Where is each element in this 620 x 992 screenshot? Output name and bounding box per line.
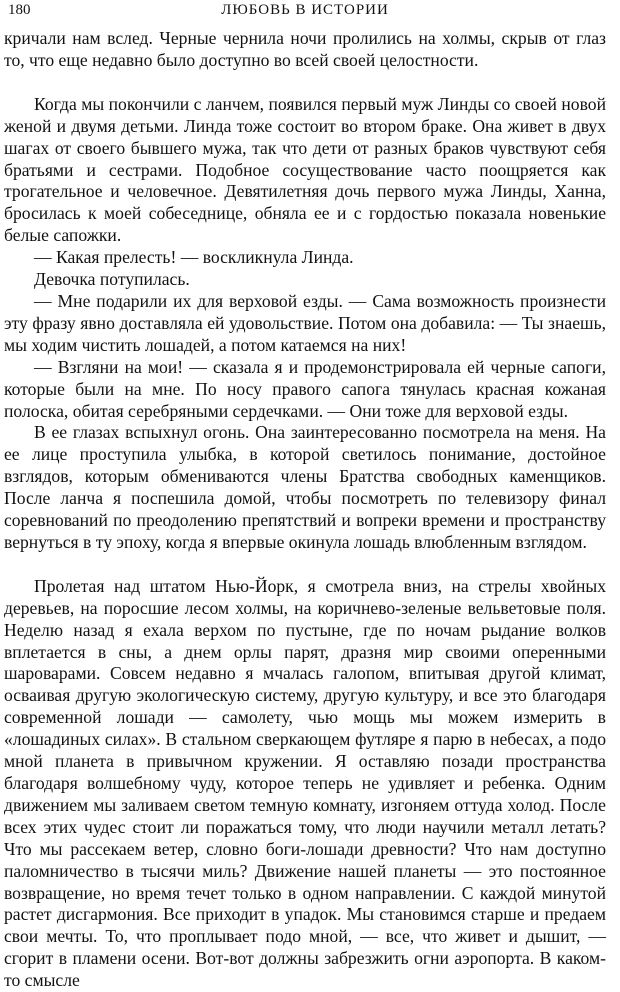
running-title: ЛЮБОВЬ В ИСТОРИИ [221,2,389,18]
page-number: 180 [8,2,31,18]
paragraph: Девочка потупилась. [34,269,190,290]
page-header [4,0,606,28]
paragraph: Пролетая над штатом Нью-Йорк, я смотрела вниз, на стрелы хвойных деревьев, на поросшие лесом холмы, на коричнево-зеленые вельветовые поля. Неделю назад я ехала верхом по пустыне, где по ночам рыдание волков вплетается в сны, а днем орлы парят, дразня мир своими оперенными шароварами. Совсем недавно я мчалась галопом, впитывая другой климат, осваивая другую экологическую систему, другую культуру, и все это благодаря современной лошади — самолету, чью мощь мы можем измерить в «лошадиных силах». В стальном сверкающем футляре я парю в небесах, а подо мной планета в привычном кружении. Я оставляю позади пространства благодаря волшебному чуду, которое теперь не удивляет и ребенка. Одним движением мы заливаем светом темную комнату, изгоняем оттуда холод. После всех этих чудес стоит ли поражаться тому, что люди научили металл летать? Что мы рассекаем ветер, словно боги-лошади древности? Что нам доступно паломничество в тысячи миль? Движение нашей планеты — это постоянное возвращение, но время течет только в одном направлении. С каждой минутой растет дисгармония. Все приходит в упадок. Мы становимся старше и предаем свои мечты. То, что проплывает подо мной, — все, что живет и дышит, — сгорит в пламени осени. Вот-вот должны забрезжить огни аэропорта. В каком-то смысле [4,575,606,991]
paragraph: — Взгляни на мои! — сказала я и продемонстрировала ей черные сапоги, которые были на мне. По носу правого сапога тянулась красная кожаная полоска, обитая серебряными сердечками. — Они тоже для верховой езды. [4,356,606,421]
paragraph: — Мне подарили их для верховой езды. — Сама возможность произнести эту фразу явно доставляла ей удовольствие. Потом она добавила: — Ты знаешь, мы ходим чистить лошадей, а потом катаемся на них! [4,290,606,355]
paragraph: Когда мы покончили с ланчем, появился первый муж Линды со своей новой женой и двумя детьми. Линда тоже состоит во втором браке. Она живет в двух шагах от своего бывшего мужа, так что дети от разных браков чувствуют себя братьями и сестрами. Подобное сосуществование часто поощряется как трогательное и человечное. Девятилетняя дочь первого мужа Линды, Ханна, бросилась к моей собеседнице, обняла ее и с гордостью показала новенькие белые сапожки. [4,93,606,246]
paragraph: В ее глазах вспыхнул огонь. Она заинтересованно посмотрела на меня. На ее лице проступила улыбка, в которой светилось понимание, достойное взглядов, которым обмениваются члены Братства свободных каменщиков. После ланча я поспешила домой, чтобы посмотреть по телевизору финал соревнований по преодолению препятствий и вопреки времени и пространству вернуться в ту эпоху, когда я впервые окинула лошадь влюбленным взглядом. [4,422,606,552]
paragraph: — Какая прелесть! — воскликнула Линда. [34,247,354,268]
body-text [4,28,606,992]
paragraph: кричали нам вслед. Черные чернила ночи пролились на холмы, скрыв от глаз то, что еще недавно было доступно во всей своей целостности. [4,28,606,70]
